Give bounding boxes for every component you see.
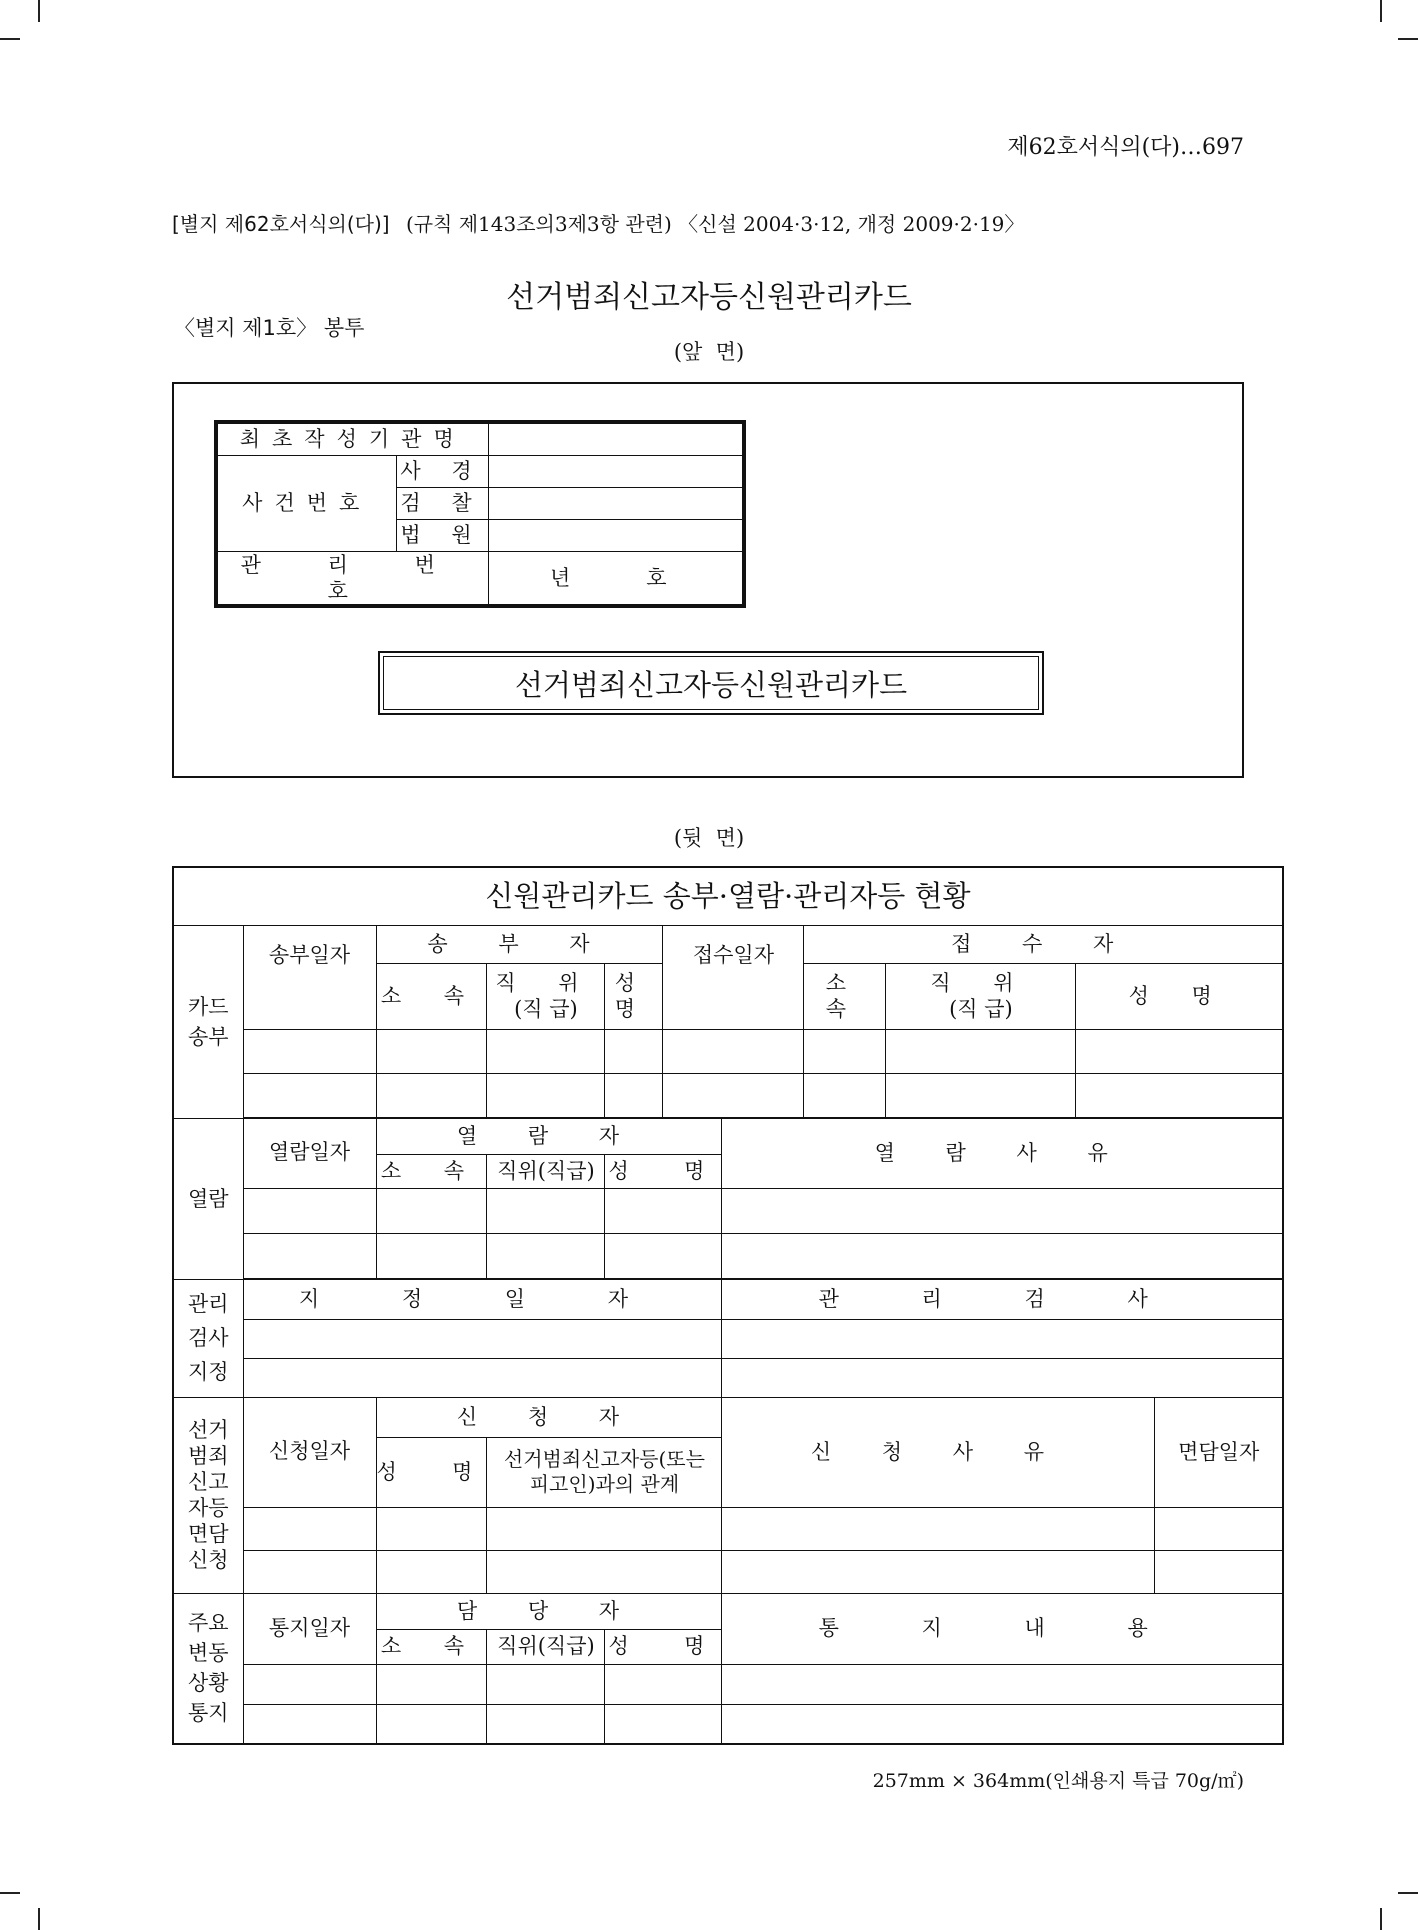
year-number: 년 호 bbox=[488, 551, 744, 606]
view-date-label: 열람일자 bbox=[243, 1118, 376, 1188]
cell bbox=[605, 1664, 722, 1704]
cell bbox=[605, 1073, 663, 1117]
crop-mark bbox=[1380, 0, 1382, 22]
court-label: 법 원 bbox=[396, 519, 488, 551]
applicant-label: 신 청 자 bbox=[376, 1397, 722, 1437]
cell bbox=[605, 1029, 663, 1073]
cell bbox=[722, 1507, 1155, 1550]
cell bbox=[1076, 1073, 1283, 1117]
cell bbox=[605, 1188, 722, 1233]
interview-reason-label: 신 청 사 유 bbox=[722, 1397, 1155, 1507]
cell bbox=[487, 1507, 722, 1550]
sender-position-label: 직 위 (직 급) bbox=[487, 963, 605, 1029]
cell bbox=[722, 1319, 1283, 1358]
cell bbox=[243, 1319, 722, 1358]
cell bbox=[487, 1188, 605, 1233]
form-basis: (규칙 제143조의3제3항 관련) 〈신설 2004·3·12, 개정 2009·2·19〉 bbox=[405, 212, 1025, 236]
cell bbox=[487, 1704, 605, 1744]
cell bbox=[722, 1188, 1283, 1233]
first-agency-value bbox=[488, 422, 744, 455]
cell bbox=[376, 1507, 487, 1550]
viewer-position-label: 직위(직급) bbox=[487, 1154, 605, 1188]
back-label: (뒷 면) bbox=[673, 826, 745, 850]
cell bbox=[487, 1073, 605, 1117]
crop-mark bbox=[1398, 1892, 1418, 1894]
send-section-label: 카드 송부 bbox=[173, 925, 243, 1118]
officer-position-label: 직위(직급) bbox=[487, 1629, 605, 1664]
officer-name-label: 성 명 bbox=[605, 1629, 722, 1664]
police-value bbox=[488, 455, 744, 487]
cell bbox=[243, 1507, 376, 1550]
interview-date-label: 면담일자 bbox=[1155, 1397, 1283, 1507]
applicant-name-label: 성 명 bbox=[376, 1437, 487, 1507]
sender-label: 송 부 자 bbox=[376, 925, 663, 963]
cell bbox=[886, 1073, 1076, 1117]
cell bbox=[376, 1073, 487, 1117]
receiver-name-label: 성 명 bbox=[1076, 963, 1283, 1029]
cell bbox=[722, 1233, 1283, 1278]
cell bbox=[663, 1029, 804, 1073]
front-label: (앞 면) bbox=[673, 340, 745, 364]
notice-date-label: 통지일자 bbox=[243, 1593, 376, 1664]
applicant-relation-label: 선거범죄신고자등(또는 피고인)과의 관계 bbox=[487, 1437, 722, 1507]
cell bbox=[804, 1029, 886, 1073]
cell bbox=[243, 1664, 376, 1704]
prosecution-label: 검 찰 bbox=[396, 487, 488, 519]
viewer-affiliation-label: 소 속 bbox=[376, 1154, 487, 1188]
cell bbox=[605, 1704, 722, 1744]
crop-mark bbox=[1380, 1908, 1382, 1930]
view-section-label: 열람 bbox=[173, 1118, 243, 1279]
cell bbox=[886, 1029, 1076, 1073]
cell bbox=[376, 1664, 487, 1704]
back-title: 신원관리카드 송부·열람·관리자등 현황 bbox=[173, 867, 1283, 925]
receiver-affiliation-label: 소 속 bbox=[804, 963, 886, 1029]
case-info-table bbox=[214, 420, 746, 608]
cell bbox=[243, 1704, 376, 1744]
crop-mark bbox=[38, 0, 40, 22]
cell bbox=[487, 1664, 605, 1704]
crop-mark bbox=[0, 38, 20, 40]
crop-mark bbox=[0, 1892, 20, 1894]
cell bbox=[722, 1550, 1155, 1593]
cell bbox=[1076, 1029, 1283, 1073]
cell bbox=[722, 1704, 1283, 1744]
front-side bbox=[172, 382, 1244, 778]
paper-spec: 257mm × 364mm(인쇄용지 특급 70g/㎡) bbox=[872, 1770, 1244, 1792]
send-date-cell bbox=[243, 1073, 376, 1117]
first-agency-label: 최초작성기관명 bbox=[216, 422, 488, 455]
cell bbox=[243, 1233, 376, 1278]
manager-section-label: 관리 검사 지정 bbox=[173, 1279, 243, 1397]
cell bbox=[804, 1073, 886, 1117]
request-date-label: 신청일자 bbox=[243, 1397, 376, 1507]
cell bbox=[376, 1233, 487, 1278]
crop-mark bbox=[1398, 38, 1418, 40]
designation-date-label: 지 정 일 자 bbox=[243, 1279, 722, 1319]
cell bbox=[1155, 1550, 1283, 1593]
cell bbox=[722, 1664, 1283, 1704]
crop-mark bbox=[38, 1908, 40, 1930]
cell bbox=[243, 1358, 722, 1397]
cell bbox=[487, 1550, 722, 1593]
notice-content-label: 통 지 내 용 bbox=[722, 1593, 1283, 1664]
cell bbox=[376, 1704, 487, 1744]
receive-date-label: 접수일자 bbox=[663, 925, 804, 1029]
police-label: 사 경 bbox=[396, 455, 488, 487]
management-number-label: 관 리 번 호 bbox=[216, 551, 488, 606]
page-header: 제62호서식의(다)…697 bbox=[1007, 135, 1244, 160]
attachment-label: 〈별지 제1호〉 봉투 bbox=[174, 316, 365, 340]
back-status-table bbox=[172, 866, 1284, 1745]
prosecution-value bbox=[488, 487, 744, 519]
view-reason-label: 열 람 사 유 bbox=[722, 1118, 1283, 1188]
card-title-box bbox=[378, 651, 1044, 715]
sender-affiliation-label: 소 속 bbox=[376, 963, 487, 1029]
card-title: 선거범죄신고자등신원관리카드 bbox=[383, 656, 1039, 710]
form-reference-line bbox=[172, 208, 1024, 237]
viewer-label: 열 람 자 bbox=[376, 1118, 722, 1154]
officer-label: 담 당 자 bbox=[376, 1593, 722, 1629]
officer-affiliation-label: 소 속 bbox=[376, 1629, 487, 1664]
cell bbox=[376, 1188, 487, 1233]
case-number-label: 사건번호 bbox=[216, 455, 396, 551]
send-date-cell bbox=[243, 1029, 376, 1073]
cell bbox=[487, 1233, 605, 1278]
receiver-position-label: 직 위 (직 급) bbox=[886, 963, 1076, 1029]
sender-name-label: 성 명 bbox=[605, 963, 663, 1029]
cell bbox=[243, 1550, 376, 1593]
cell bbox=[376, 1029, 487, 1073]
cell bbox=[722, 1358, 1283, 1397]
receiver-label: 접 수 자 bbox=[804, 925, 1283, 963]
court-value bbox=[488, 519, 744, 551]
notice-section-label: 주요 변동 상황 통지 bbox=[173, 1593, 243, 1744]
interview-section-label: 선거 범죄 신고 자등 면담 신청 bbox=[173, 1397, 243, 1593]
manager-prosecutor-label: 관 리 검 사 bbox=[722, 1279, 1283, 1319]
cell bbox=[1155, 1507, 1283, 1550]
cell bbox=[663, 1073, 804, 1117]
cell bbox=[487, 1029, 605, 1073]
viewer-name-label: 성 명 bbox=[605, 1154, 722, 1188]
cell bbox=[376, 1550, 487, 1593]
page-title: 선거범죄신고자등신원관리카드 bbox=[506, 280, 912, 315]
form-reference: [별지 제62호서식의(다)] bbox=[172, 212, 390, 236]
cell bbox=[243, 1188, 376, 1233]
cell bbox=[605, 1233, 722, 1278]
send-date-label: 송부일자 bbox=[243, 925, 376, 1029]
